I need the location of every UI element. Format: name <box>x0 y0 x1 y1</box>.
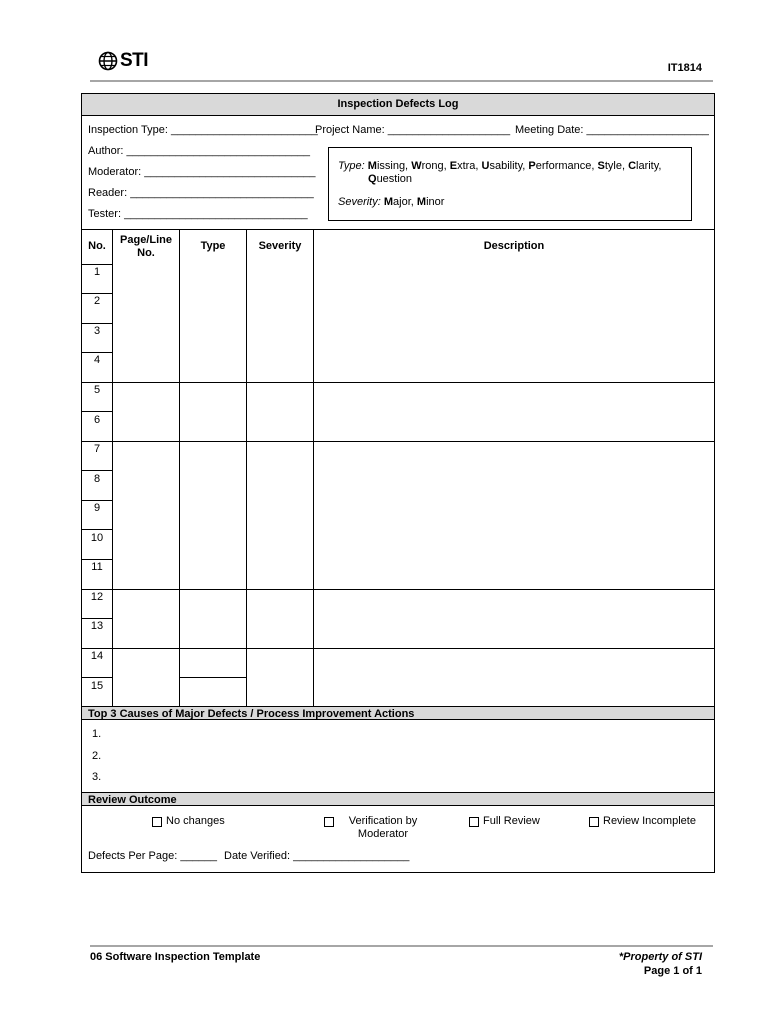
group-line <box>82 648 714 649</box>
form-title: Inspection Defects Log <box>82 93 714 116</box>
severity-legend-values <box>384 196 445 208</box>
type-value-rest: rong, <box>421 160 450 172</box>
document-code: IT1814 <box>667 62 702 74</box>
review-outcome-title: Review Outcome <box>82 792 714 806</box>
checkbox-icon[interactable] <box>589 817 599 827</box>
header-rule <box>90 80 713 82</box>
checkbox-icon[interactable] <box>152 817 162 827</box>
cause-item-1[interactable]: 1. <box>92 728 102 740</box>
group-line <box>82 441 714 442</box>
footer-property: *Property of STI <box>618 951 702 963</box>
causes-title: Top 3 Causes of Major Defects / Process Improvement Actions <box>82 706 714 720</box>
type-value-initial: C <box>628 160 637 172</box>
option-full-review[interactable] <box>469 815 540 827</box>
type-value-rest: issing, <box>376 160 412 172</box>
tester-field[interactable]: Tester: ______________________________ <box>88 208 308 220</box>
cause-item-3[interactable]: 3. <box>92 771 102 783</box>
row-line <box>82 677 113 678</box>
row-line <box>179 677 247 678</box>
checkbox-icon[interactable] <box>469 817 479 827</box>
row-number: 5 <box>93 384 101 396</box>
severity-value-rest: ajor, <box>393 196 417 208</box>
group-line <box>82 589 714 590</box>
severity-value-initial: M <box>416 196 427 208</box>
row-number: 7 <box>93 443 101 455</box>
option-verification[interactable] <box>324 815 434 841</box>
type-value-rest: tyle, <box>604 160 629 172</box>
type-value-rest: erformance, <box>535 160 598 172</box>
row-line <box>82 293 113 294</box>
row-line <box>82 559 113 560</box>
reader-field[interactable]: Reader: ______________________________ <box>88 187 314 199</box>
col-line-page <box>179 230 180 706</box>
footer-rule <box>90 945 713 947</box>
type-value-initial: Q <box>368 173 377 185</box>
footer-document-name: 06 Software Inspection Template <box>90 951 261 963</box>
header-description: Description <box>483 240 545 252</box>
row-number: 12 <box>90 591 104 603</box>
type-value-rest: uestion <box>376 173 413 185</box>
moderator-field[interactable]: Moderator: ____________________________ <box>88 166 316 178</box>
logo-text: STI <box>120 50 149 71</box>
globe-logo-icon <box>98 51 118 71</box>
row-line <box>82 470 113 471</box>
defects-per-page-field[interactable]: Defects Per Page: ______ <box>88 850 218 862</box>
type-value-initial: E <box>449 160 458 172</box>
col-line-no <box>112 230 113 706</box>
col-line-severity <box>313 230 314 706</box>
row-line <box>82 529 113 530</box>
checkbox-icon[interactable] <box>324 817 334 827</box>
table-top-border <box>82 229 714 230</box>
severity-value-initial: M <box>383 196 394 208</box>
row-line <box>82 323 113 324</box>
type-value-rest: xtra, <box>457 160 482 172</box>
header-page-line: Page/Line No. <box>120 234 172 259</box>
inspection-form <box>81 93 715 873</box>
type-value-rest: sability, <box>489 160 529 172</box>
row-number: 14 <box>90 650 104 662</box>
row-number: 11 <box>91 561 103 573</box>
severity-legend <box>338 196 444 208</box>
type-legend-label: Type: <box>338 160 365 172</box>
type-value-rest: larity, <box>636 160 662 172</box>
severity-value-rest: inor <box>426 196 445 208</box>
group-line <box>82 382 714 383</box>
row-number: 10 <box>90 532 104 544</box>
header-severity: Severity <box>258 240 302 252</box>
type-value-initial: P <box>528 160 536 172</box>
row-number: 4 <box>93 354 101 366</box>
option-no-changes[interactable] <box>152 815 225 827</box>
header-no: No. <box>88 240 106 252</box>
type-value-initial: S <box>597 160 605 172</box>
cause-item-2[interactable]: 2. <box>92 750 102 762</box>
row-number: 13 <box>90 620 104 632</box>
header-type: Type <box>200 240 226 252</box>
sti-logo <box>98 50 148 72</box>
option-label: No changes <box>166 815 225 827</box>
project-name-field[interactable]: Project Name: ____________________ <box>315 124 511 136</box>
row-number: 8 <box>93 473 101 485</box>
row-line <box>82 618 113 619</box>
row-number: 3 <box>93 325 101 337</box>
severity-legend-label: Severity: <box>338 196 381 208</box>
type-legend-last <box>338 173 412 185</box>
meeting-date-field[interactable]: Meeting Date: ____________________ <box>515 124 709 136</box>
row-number: 1 <box>93 266 101 278</box>
row-number: 6 <box>93 414 101 426</box>
row-line <box>82 411 113 412</box>
type-legend <box>338 160 683 186</box>
row-line <box>82 352 113 353</box>
footer-page-number: Page 1 of 1 <box>643 965 702 977</box>
row-number: 15 <box>90 680 104 692</box>
row-number: 2 <box>93 295 101 307</box>
date-verified-field[interactable]: Date Verified: ___________________ <box>224 850 410 862</box>
type-value-initial: W <box>411 160 422 172</box>
row-line <box>82 500 113 501</box>
type-severity-legend <box>328 147 692 221</box>
col-line-type <box>246 230 247 706</box>
type-value-initial: U <box>481 160 490 172</box>
type-value-initial: M <box>367 160 377 172</box>
option-label: Verification by Moderator <box>348 815 418 840</box>
option-label: Full Review <box>483 815 540 827</box>
option-label: Review Incomplete <box>603 815 696 827</box>
row-line <box>82 264 113 265</box>
inspection-type-field[interactable]: Inspection Type: ________________________ <box>88 124 318 136</box>
type-legend-values <box>368 160 662 172</box>
option-review-incomplete[interactable] <box>589 815 696 827</box>
row-number: 9 <box>93 502 101 514</box>
author-field[interactable]: Author: ______________________________ <box>88 145 311 157</box>
